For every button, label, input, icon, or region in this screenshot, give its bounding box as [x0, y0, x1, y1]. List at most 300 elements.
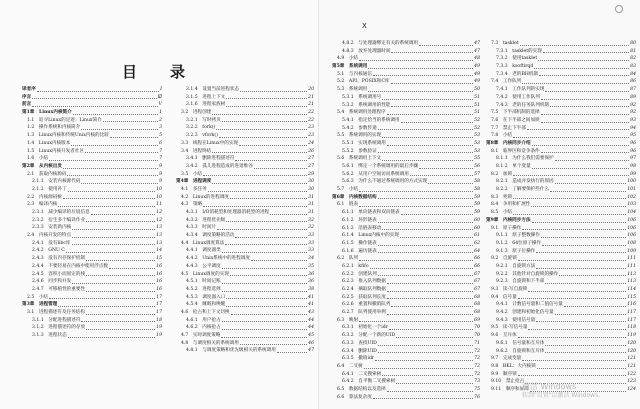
toc-entry-title: 6.3.5 撤销idr: [342, 356, 375, 362]
toc-entry-title: 4.5.1 时间记账: [186, 279, 221, 285]
toc-entry-leader: [226, 301, 307, 307]
toc-entry-leader: [226, 94, 307, 100]
toc-entry: [332, 194, 480, 202]
toc-entry: [176, 286, 314, 294]
toc-entry-title: 3.1.3 进程状态: [32, 333, 67, 338]
toc-entry-page: 106: [627, 217, 636, 223]
toc-entry-leader: [226, 101, 307, 107]
toc-entry-title: 5.7 小结: [337, 187, 359, 193]
toc-entry-page: 64: [474, 248, 480, 254]
toc-entry-title: 2.4.5 容积小而固定的栈: [32, 271, 86, 277]
toc-entry: [22, 255, 162, 263]
toc-entry: [486, 348, 636, 356]
toc-entry-title: 4.3.4 调度策略的活动: [186, 233, 235, 239]
toc-entry-page: 97: [630, 156, 636, 162]
toc-entry-title: 9.1.2 64位原子操作: [496, 240, 542, 246]
toc-entry-title: 1.3 Linux内核和传统Unix内核的比较: [27, 133, 109, 139]
toc-entry: [22, 163, 162, 171]
toc-entry-title: 第9章 内核同步方法: [486, 217, 531, 223]
toc-entry: [22, 278, 162, 286]
toc-entry-leader: [359, 201, 473, 207]
toc-entry: [176, 332, 314, 340]
toc-entry: [332, 286, 480, 294]
toc-entry-leader: [543, 48, 629, 54]
toc-entry-title: 4.8.1 与调度策略和优先级相关的系统调用: [186, 348, 276, 354]
toc-entry-page: 89: [630, 94, 636, 100]
toc-entry-leader: [71, 140, 158, 146]
toc-entry-page: 75: [474, 386, 480, 392]
toc-entry-page: 31: [308, 194, 314, 200]
toc-entry-leader: [86, 255, 155, 261]
toc-entry-title: 4.3.2 进程优先级: [186, 217, 226, 223]
toc-entry-page: 109: [627, 248, 636, 254]
toc-entry: [176, 171, 314, 179]
toc-entry: [486, 117, 636, 125]
toc-entry-title: 3.1.6 进程家族树: [186, 102, 226, 108]
toc-entry-leader: [401, 117, 474, 123]
toc-entry-leader: [559, 271, 626, 277]
toc-entry-leader: [396, 332, 473, 338]
toc-entry-title: 4.4.3 公平调度: [186, 263, 221, 269]
toc-entry: [176, 247, 314, 255]
toc-entry-page: 36: [308, 271, 314, 277]
toc-entry-title: 6.3.1 初始化一个idr: [342, 325, 388, 331]
toc-entry-leader: [532, 163, 629, 169]
toc-entry: [332, 225, 480, 233]
toc-entry-leader: [513, 194, 626, 200]
toc-entry: [486, 155, 636, 163]
toc-entry-title: 译者序: [22, 87, 36, 92]
toc-entry-page: 30: [308, 179, 314, 185]
toc-entry-leader: [528, 324, 626, 330]
toc-entry: [22, 86, 162, 94]
toc-entry: [22, 171, 162, 179]
toc-entry-page: 55: [474, 156, 480, 162]
toc-entry-page: 120: [627, 340, 636, 346]
toc-entry: [176, 340, 314, 348]
toc-entry: [176, 301, 314, 309]
toc-entry: [332, 217, 480, 225]
toc-entry-page: Ⅰ: [160, 87, 162, 92]
toc-entry-leader: [538, 55, 629, 61]
toc-entry-page: 84: [630, 71, 636, 77]
toc-entry-leader: [518, 332, 627, 338]
toc-entry-page: 98: [630, 164, 636, 169]
toc-entry-leader: [222, 286, 307, 292]
toc-entry-page: 66: [474, 263, 480, 269]
toc-entry-page: 73: [474, 379, 480, 385]
toc-entry-page: 18: [156, 317, 162, 323]
toc-entry-page: 70: [474, 333, 480, 339]
toc-entry-leader: [63, 163, 158, 169]
toc-entry: [486, 140, 636, 148]
toc-entry-leader: [382, 371, 473, 377]
toc-entry-title: 6.5 数据结构以及选择: [337, 386, 386, 392]
toc-entry-title: 6.2.6 重置和撤销队列: [342, 302, 391, 308]
toc-entry-leader: [222, 117, 307, 123]
toc-entry-leader: [212, 109, 307, 115]
toc-entry: [486, 225, 636, 233]
toc-entry-page: 7: [159, 148, 162, 154]
toc-entry-page: 108: [627, 240, 636, 246]
toc-entry: [332, 148, 480, 156]
toc-entry-leader: [564, 301, 626, 307]
toc-entry-page: 62: [474, 240, 480, 246]
toc-entry: [486, 63, 636, 71]
toc-entry: [486, 132, 636, 140]
toc-entry-leader: [368, 86, 473, 92]
toc-entry-title: 9.7 完成变量: [491, 356, 522, 362]
toc-entry-page: 57: [474, 171, 480, 177]
toc-entry-title: 6.4.2 自平衡二叉搜索树: [342, 379, 396, 385]
toc-entry-page: 17: [156, 309, 162, 315]
toc-entry-title: 5.5.2 参数验证: [342, 148, 377, 154]
toc-entry-page: 53: [474, 148, 480, 154]
toc-entry: [332, 317, 480, 325]
toc-entry-title: 7.4.1 工作队列的实现: [496, 87, 545, 93]
toc-entry-leader: [545, 278, 626, 284]
toc-entry-leader: [373, 71, 473, 77]
toc-entry: [22, 148, 162, 156]
toc-entry-title: 3.2.3 vfork(): [186, 133, 218, 139]
toc-entry-leader: [359, 255, 473, 261]
toc-entry: [486, 194, 636, 202]
toc-entry-leader: [522, 355, 626, 361]
toc-entry: [22, 301, 162, 309]
toc-entry-title: 7.6 在下半部之间加锁: [491, 117, 540, 123]
toc-entry-page: 6: [159, 140, 162, 146]
toc-entry-leader: [513, 171, 629, 177]
toc-entry-page: 49: [474, 71, 480, 77]
toc-entry-leader: [359, 317, 473, 323]
toc-entry-leader: [81, 124, 158, 130]
toc-entry-page: 52: [474, 125, 480, 131]
toc-entry-leader: [541, 117, 629, 123]
toc-entry-page: 51: [474, 102, 480, 108]
toc-entry-page: 47: [474, 48, 480, 54]
toc-entry-title: 前言: [22, 102, 32, 108]
toc-entry-title: 7.3.3 ksoftirqd: [496, 64, 534, 70]
toc-entry: [176, 117, 314, 125]
toc-entry-leader: [86, 286, 155, 292]
toc-entry-title: 2.3 编译内核: [27, 202, 58, 208]
toc-entry: [486, 271, 636, 279]
toc-entry-leader: [86, 217, 155, 223]
toc-entry-page: 3: [159, 125, 162, 131]
toc-entry-page: 113: [627, 271, 636, 277]
toc-entry-page: Ⅲ: [157, 94, 162, 100]
toc-entry-page: 99: [630, 171, 636, 177]
toc-entry-title: 4.8.3 放弃处理器时间: [342, 48, 391, 54]
toc-entry: [332, 71, 480, 79]
toc-entry-leader: [528, 286, 626, 292]
toc-entry: [22, 332, 162, 340]
toc-entry: [332, 132, 480, 140]
toc-entry-page: 56: [474, 164, 480, 169]
toc-entry-leader: [545, 348, 626, 354]
toc-entry: [176, 217, 314, 225]
toc-entry-title: 6.2.1 kfifo: [342, 263, 369, 269]
toc-entry: [486, 278, 636, 286]
toc-entry-page: 67: [474, 279, 480, 285]
toc-entry-leader: [387, 294, 473, 300]
toc-entry-title: 2.1 获取内核源码: [27, 171, 67, 177]
toc-entry: [176, 347, 314, 355]
toc-entry-leader: [226, 294, 307, 300]
toc-entry: [332, 263, 480, 271]
toc-column-1: [22, 86, 162, 340]
toc-entry-leader: [378, 348, 473, 354]
toc-entry: [176, 109, 314, 117]
toc-entry-title: 5.3.2 系统调用的性能: [342, 102, 391, 108]
toc-entry-leader: [49, 294, 155, 300]
toc-entry: [486, 255, 636, 263]
toc-entry-title: 6.3.2 分配一个新的UID: [342, 333, 396, 339]
toc-entry-title: 7.7 禁止下半部: [491, 125, 526, 131]
toc-entry-page: 36: [308, 279, 314, 285]
toc-entry: [486, 94, 636, 102]
toc-entry-leader: [520, 40, 629, 46]
toc-entry-title: 9.2 自旋锁: [491, 256, 517, 262]
toc-entry-title: 6.3.4 删除UID: [342, 348, 377, 354]
toc-entry: [22, 155, 162, 163]
toc-entry-page: 102: [627, 194, 636, 200]
toc-entry-leader: [545, 340, 626, 346]
toc-entry-leader: [518, 255, 627, 261]
toc-entry-title: 7.4.2 使用工作队列: [496, 94, 540, 100]
toc-entry-leader: [513, 132, 629, 138]
toc-entry-page: 16: [156, 279, 162, 285]
toc-entry-title: 2.1.2 使用补丁: [32, 186, 67, 192]
toc-entry-leader: [81, 317, 155, 323]
toc-entry-page: 44: [308, 317, 314, 323]
toc-entry-leader: [387, 109, 473, 115]
toc-entry-page: 53: [474, 133, 480, 139]
toc-entry-leader: [235, 232, 307, 238]
toc-entry: [22, 247, 162, 255]
toc-entry: [176, 271, 314, 279]
toc-entry-leader: [401, 209, 474, 215]
toc-entry-page: 72: [474, 363, 480, 369]
toc-entry-page: 29: [308, 171, 314, 177]
toc-entry-page: 50: [474, 87, 480, 93]
toc-entry-page: 68: [474, 310, 480, 316]
toc-entry-leader: [391, 78, 474, 84]
toc-entry-leader: [359, 55, 473, 61]
toc-entry: [332, 94, 480, 102]
toc-entry-leader: [203, 171, 307, 177]
toc-entry-page: 52: [474, 117, 480, 123]
toc-entry-leader: [222, 263, 307, 269]
toc-entry-title: 8.1.1 为什么我们需要保护: [496, 156, 554, 162]
toc-entry-title: 4.4.1 调度器类: [186, 248, 221, 254]
toc-entry: [486, 71, 636, 79]
toc-entry-title: 6.2 队列: [337, 256, 359, 262]
toc-entry-title: 2.4.1 没有libc库: [32, 240, 71, 246]
toc-entry-title: 2.5 小结: [27, 294, 49, 300]
toc-entry-leader: [378, 271, 473, 277]
toc-entry-leader: [410, 171, 473, 177]
toc-entry-title: 1.1 追寻Linux的足迹：Linux简介: [27, 117, 102, 123]
toc-entry-leader: [37, 86, 159, 92]
toc-entry: [22, 271, 162, 279]
toc-entry: [332, 294, 480, 302]
toc-entry-page: 10: [156, 186, 162, 192]
toc-entry-leader: [240, 86, 307, 92]
toc-entry-title: 3.5 小结: [181, 171, 203, 177]
toc-entry-title: 第3章 进程管理: [22, 302, 58, 308]
toc-entry: [176, 140, 314, 148]
toc-entry-page: 96: [630, 148, 636, 154]
toc-entry-leader: [251, 255, 307, 261]
toc-entry-leader: [382, 155, 473, 161]
toc-entry-page: 76: [474, 394, 480, 400]
toc-entry: [332, 109, 480, 117]
toc-entry-leader: [542, 240, 626, 246]
toc-entry-page: 111: [627, 256, 636, 262]
toc-entry-leader: [254, 163, 307, 169]
toc-entry-page: 51: [474, 94, 480, 100]
toc-entry-leader: [225, 240, 307, 246]
toc-entry-page: 66: [474, 256, 480, 262]
toc-entry-page: 92: [630, 102, 636, 108]
toc-entry-page: 13: [156, 233, 162, 239]
toc-entry-leader: [72, 240, 156, 246]
toc-entry: [486, 48, 636, 56]
toc-entry: [176, 163, 314, 171]
toc-entry: [332, 78, 480, 86]
toc-entry: [486, 371, 636, 379]
toc-entry: [332, 48, 480, 56]
toc-entry-title: 5.2 API、POSIX和C库: [337, 79, 390, 85]
toc-entry-title: 6.4.1 二叉搜索树: [342, 371, 382, 377]
toc-entry-leader: [270, 209, 307, 215]
toc-entry-page: 7: [159, 156, 162, 162]
toc-entry-leader: [32, 101, 157, 107]
toc-entry-title: 2.4 内核开发的特点: [27, 233, 72, 239]
toc-entry: [486, 332, 636, 340]
toc-entry-title: 4.1 多任务: [181, 186, 207, 192]
toc-entry-leader: [226, 217, 307, 223]
toc-entry: [486, 40, 636, 48]
toc-entry-title: 6.4 二叉树: [337, 363, 363, 369]
toc-entry-title: 1.2 操作系统和内核简介: [27, 125, 81, 131]
toc-entry-leader: [522, 225, 626, 231]
toc-entry-title: 8.2 加锁: [491, 171, 513, 177]
toc-entry-page: 38: [308, 286, 314, 292]
toc-entry-page: 21: [308, 102, 314, 108]
toc-entry: [332, 125, 480, 133]
toc-entry: [332, 178, 480, 186]
toc-entry-leader: [527, 125, 629, 131]
toc-entry: [486, 55, 636, 63]
toc-entry-title: 3.2.2 fork(): [186, 125, 216, 131]
toc-entry-title: 9.6.1 信号量和互斥体: [496, 340, 545, 346]
toc-entry-title: 5.3 系统调用: [337, 87, 368, 93]
toc-entry-title: 4.6.2 内核抢占: [186, 325, 221, 331]
toc-entry-page: 83: [630, 64, 636, 70]
toc-entry-page: 92: [630, 110, 636, 116]
toc-entry-leader: [396, 378, 473, 384]
toc-entry-page: 16: [156, 263, 162, 269]
toc-entry-title: 3.1.5 进程上下文: [186, 94, 226, 100]
toc-entry-leader: [518, 371, 627, 377]
toc-entry-title: 7.4.3 老的任务队列机制: [496, 102, 550, 108]
toc-entry-page: 94: [630, 125, 636, 131]
toc-entry-page: 60: [474, 217, 480, 223]
toc-entry-page: 58: [474, 187, 480, 193]
toc-entry-title: 2.3.3 安装新内核: [32, 225, 72, 231]
toc-entry-leader: [235, 155, 307, 161]
toc-entry-title: 7.3 tasklet: [491, 41, 519, 46]
toc-entry: [176, 232, 314, 240]
toc-entry: [332, 140, 480, 148]
toc-entry: [332, 86, 480, 94]
toc-entry-leader: [222, 324, 307, 330]
toc-entry-leader: [387, 386, 473, 392]
toc-entry: [486, 232, 636, 240]
toc-entry: [332, 248, 480, 256]
toc-entry-page: 67: [474, 287, 480, 292]
toc-entry-title: 6.2.2 创建队列: [342, 271, 377, 277]
toc-entry-page: 69: [474, 317, 480, 323]
toc-entry-leader: [391, 102, 473, 108]
toc-entry-title: 2.1.1 安装内核源代码: [32, 179, 81, 185]
toc-entry-title: 5.6 系统调用上下文: [337, 156, 382, 162]
toc-entry: [486, 355, 636, 363]
toc-entry-page: 34: [308, 256, 314, 262]
toc-entry: [22, 324, 162, 332]
toc-entry-leader: [86, 324, 155, 330]
toc-entry-page: 13: [156, 225, 162, 231]
toc-entry-page: 23: [308, 133, 314, 139]
toc-entry-page: 32: [308, 217, 314, 223]
toc-entry-title: 4.4.2 Unix系统中的进程调度: [186, 256, 250, 262]
toc-entry: [332, 324, 480, 332]
toc-entry: [486, 294, 636, 302]
toc-entry-leader: [103, 117, 158, 123]
toc-entry-leader: [541, 232, 626, 238]
toc-entry-leader: [222, 317, 307, 323]
toc-entry-title: 9.9 顺序锁: [491, 371, 517, 377]
toc-entry-page: 72: [474, 371, 480, 377]
toc-entry-page: Ⅴ: [158, 102, 162, 108]
toc-entry: [332, 386, 480, 394]
toc-entry-page: 12: [156, 210, 162, 215]
toc-entry-page: 121: [627, 356, 636, 362]
toc-entry-title: 2.4.6 同步和并发: [32, 279, 72, 285]
toc-entry-title: 6.1.1 单向链表和双向链表: [342, 210, 400, 216]
toc-entry-title: 9.2.3 自旋锁和下半部: [496, 279, 545, 285]
toc-entry-page: 14: [156, 248, 162, 254]
toc-entry: [22, 94, 162, 102]
toc-entry-leader: [522, 78, 629, 84]
toc-entry-leader: [217, 224, 307, 230]
toc-entry-page: 19: [156, 333, 162, 338]
toc-entry-title: 第6章 内核数据结构: [332, 194, 377, 200]
toc-entry-title: 4.3.1 I/O消耗型和处理器消耗型的进程: [186, 210, 270, 215]
toc-entry-title: 3.2.1 写时拷贝: [186, 117, 221, 123]
circle-icon: [614, 4, 624, 14]
toc-entry: [486, 178, 636, 186]
toc-entry-leader: [391, 301, 473, 307]
toc-entry-title: 9.10 禁止抢占: [491, 379, 525, 385]
toc-entry-page: 31: [308, 202, 314, 208]
toc-entry-title: 8.2.1 造成并发执行的原因: [496, 179, 554, 185]
toc-entry-leader: [230, 194, 307, 200]
toc-entry-title: 5.5.1 实现系统调用: [342, 140, 386, 146]
toc-entry-title: 2.4.7 可移植性的重要性: [32, 286, 86, 292]
